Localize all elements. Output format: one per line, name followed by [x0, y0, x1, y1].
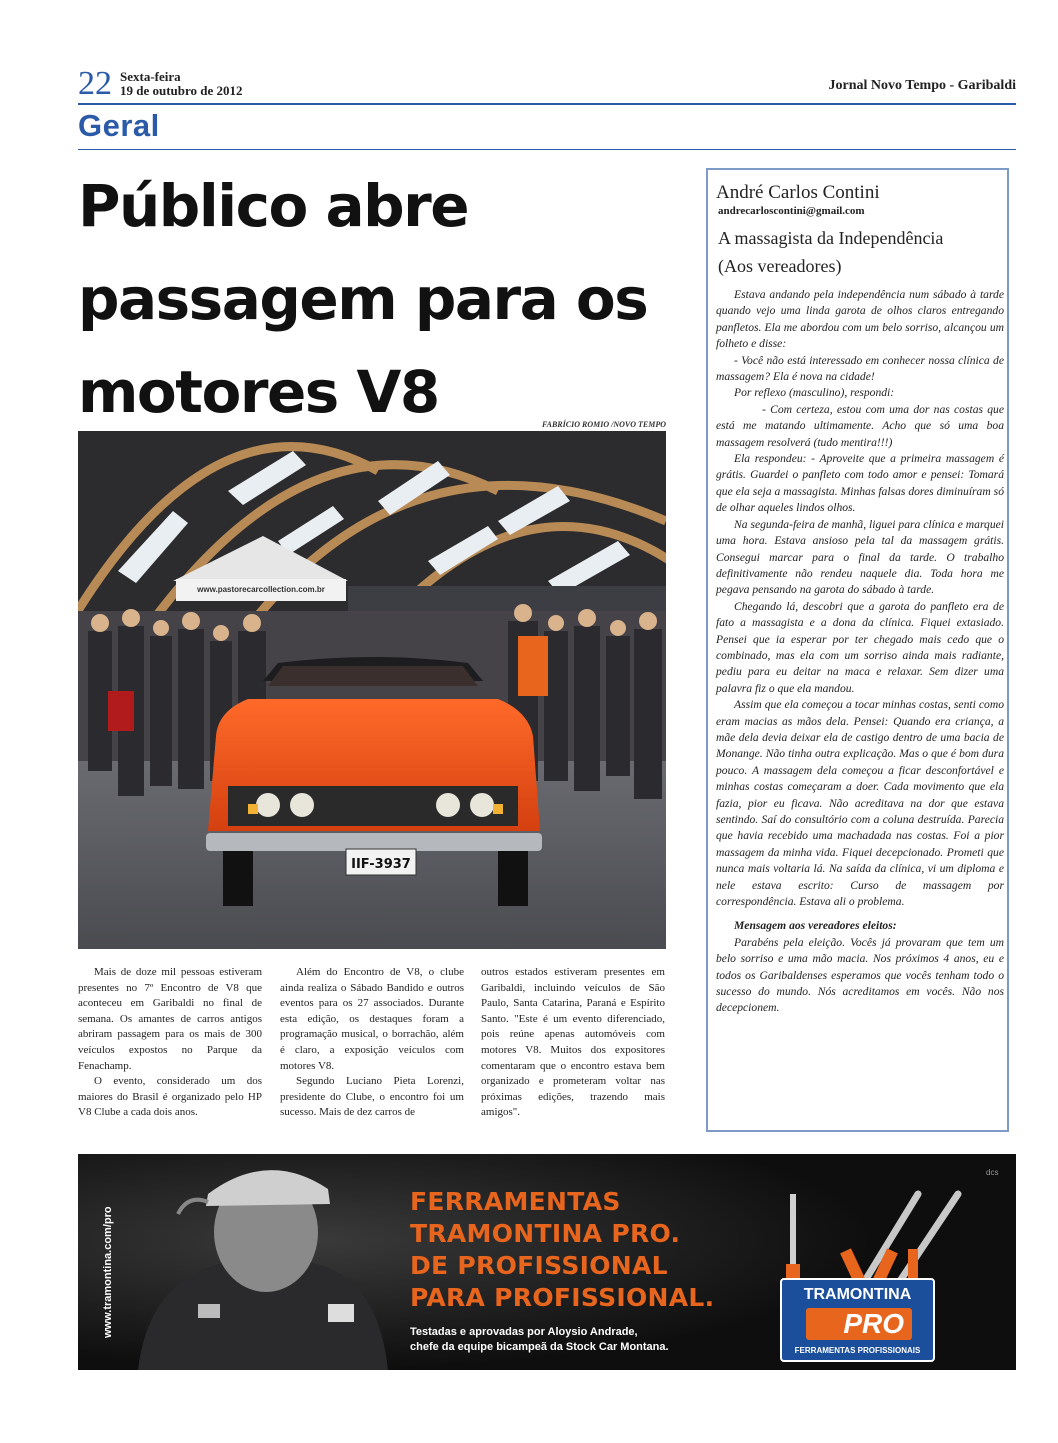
column-paragraph: - Você não está interessado em conhecer nossa clínica de massagem? Ela é nova na cidade!: [716, 353, 1004, 384]
article-paragraph: Mais de doze mil pessoas estiveram presentes no 7º Encontro de V8 que aconteceu em Garibaldi no final de semana. Os amantes de carros antigos abriram passagem para os mais de 300 veículos expostos no Parque da Fenachamp.: [78, 966, 262, 1072]
section-title: Geral: [78, 108, 160, 143]
ad-headline-line: DE PROFISSIONAL: [410, 1251, 668, 1280]
column-author: André Carlos Contini: [716, 182, 880, 203]
article-paragraph: Além do Encontro de V8, o clube ainda realiza o Sábado Bandido e outros eventos para os 27 associados. Durante esta edição, os destaques foram a programação musical, o borrachão, além é claro, a exposição veículos com motores V8.: [280, 966, 464, 1072]
photo-credit: FABRÍCIO ROMIO /NOVO TEMPO: [542, 420, 666, 429]
section-rule: [78, 149, 1016, 150]
ad-subline: [410, 1325, 669, 1355]
ad-subline-line: Testadas e aprovadas por Aloysio Andrade,: [410, 1326, 638, 1338]
ad-headline-line: TRAMONTINA PRO.: [410, 1219, 681, 1248]
date-block: [120, 70, 243, 98]
column-title-line: A massagista da Independência: [718, 228, 944, 248]
ad-agency-code: dcs: [986, 1168, 999, 1177]
logo-pro-text: PRO: [843, 1308, 904, 1339]
column-paragraph: Assim que ela começou a tocar minhas costas, senti como eram macias as mãos dela. Pensei: Quando era criança, a mãe dela devia deixar ela de castigo dentro de uma bacia de Monange. Não tinha outra explicação. Mas o que é bom dura pouco. A massagem dela começou a ficar desconfortável e minhas costas começaram a doer. Cada movimento que ela fazia, pior eu ficava. Não acreditava na dor que estava sentindo. Saí do consultório com a coluna destruída. Parecia que havia recebido uma machadada nas costas. Foi a pior massagem da minha vida. Fiquei decepcionado. Prometi que nunca mais voltaria lá. Na saída da clínica, vi um diploma e nele estava escrito: Curso de massagem por correspondência. Estava ali o problema.: [716, 698, 1004, 909]
column-paragraph: Ela respondeu: - Aproveite que a primeira massagem é grátis. Guardei o panfleto com todo amor e pensei: Tomará que ela seja a massagista. Minhas falsas dores diminuíram só de olhar aqueles lindos olhos.: [716, 452, 1004, 515]
page-number: 22: [78, 65, 112, 102]
header-rule: [78, 103, 1016, 105]
column-subhead: Mensagem aos vereadores eleitos:: [734, 919, 897, 933]
ad-website-link[interactable]: [100, 1190, 114, 1340]
column-subtitle-line: (Aos vereadores): [718, 256, 842, 276]
logo-brand: TRAMONTINA: [803, 1286, 912, 1303]
journal-name: Jornal Novo Tempo - Garibaldi: [828, 78, 1016, 93]
ad-subline-line: chefe da equipe bicampeã da Stock Car Montana.: [410, 1341, 669, 1353]
logo-tagline: FERRAMENTAS PROFISSIONAIS: [794, 1346, 921, 1355]
column-title: [718, 224, 1008, 280]
license-plate: IIF-3937: [351, 857, 411, 872]
headline-line: passagem para os: [78, 265, 648, 333]
column-paragraph: Por reflexo (masculino), respondi:: [734, 386, 895, 400]
issue-date: 19 de outubro de 2012: [120, 83, 243, 98]
article-column-3: [481, 965, 665, 1121]
article-paragraph: O evento, considerado um dos maiores do Brasil é organizado pelo HP V8 Clube a cada dois anos.: [78, 1075, 262, 1119]
column-paragraph: Chegando lá, descobri que a garota do panfleto era de fato a massagista e a dona da clínica. Fiquei extasiado. Pensei que ia esperar por ter chegado mais cedo que o combinado, mas ela com um sorriso ainda mais radiante, pediu para eu deitar na maca e relaxar. Sem dizer uma palavra fiz o que ela mandou.: [716, 599, 1004, 695]
article-column-1: [78, 965, 262, 1121]
column-email: andrecarloscontini@gmail.com: [718, 205, 865, 217]
headline-line: motores V8: [78, 358, 439, 426]
column-paragraph: - Com certeza, estou com uma dor nas costas que está me matando ultimamente. Acho que só uma boa massagem resolverá (tudo mentira!!!): [716, 402, 1004, 449]
logo-pro-badge: [806, 1308, 912, 1340]
ad-headline-line: FERRAMENTAS: [410, 1187, 621, 1216]
car-show-illustration: [78, 431, 666, 949]
headline-line: Público abre: [78, 172, 469, 240]
column-body: [716, 287, 1004, 1017]
headline: [78, 160, 678, 439]
weekday: Sexta-feira: [120, 69, 181, 84]
tramontina-pro-logo[interactable]: [780, 1278, 935, 1362]
column-closing: Parabéns pela eleição. Vocês já provaram que tem um belo sorriso e uma mão macia. Nos próximos 4 anos, eu e todos os Garibaldenses esperamos que vocês tenham todo o sucesso do mundo. Nós acreditamos em vocês. Não nos decepcionem.: [716, 935, 1004, 1015]
ad-headline-line: PARA PROFISSIONAL.: [410, 1283, 715, 1312]
ad-headline: [410, 1186, 714, 1314]
article-paragraph: Segundo Luciano Pieta Lorenzi, presidente do Clube, o encontro foi um sucesso. Mais de dez carros de: [280, 1075, 464, 1119]
article-paragraph: outros estados estiveram presentes em Garibaldi, incluindo veículos de São Paulo, Santa Catarina, Paraná e Espírito Santo. "Este é um evento diferenciado, pois reúne apenas automóveis com motores V8. Muitos dos expositores comentaram que o encontro estava bem organizado e prometeram voltar nas próximas edições, trazendo mais amigos".: [481, 966, 665, 1119]
ad-url-text: www.tramontina.com/pro: [102, 1206, 114, 1338]
column-paragraph: Na segunda-feira de manhã, liguei para clínica e marquei uma hora. Estava ansioso pela tal da massagem grátis. Consegui marcar para o final da tarde. O trabalho definitivamente não rendeu naquele dia. Toda hora me pegava pensando na garota do sábado à tarde.: [716, 517, 1004, 597]
tent-sign-text: www.pastorecarcollection.com.br: [197, 585, 325, 594]
article-column-2: [280, 965, 464, 1121]
event-photo: [78, 431, 666, 949]
column-paragraph: Estava andando pela independência num sábado à tarde quando vejo uma linda garota de olhos claros entregando panfletos. Ela me abordou com um belo sorriso, alcançou um folheto e disse:: [716, 288, 1004, 351]
